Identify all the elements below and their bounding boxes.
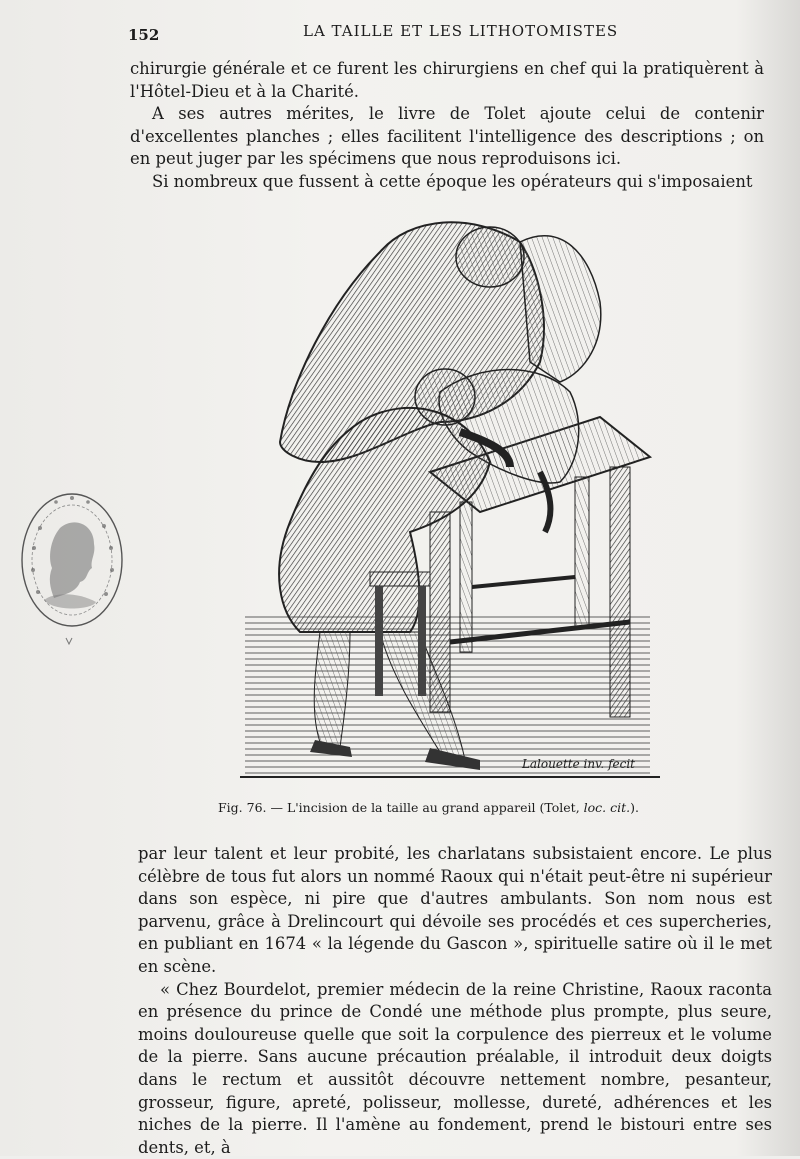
figure-caption xyxy=(218,800,738,815)
caption-end: ). xyxy=(630,800,639,815)
paragraph: chirurgie générale et ce furent les chirurgiens en chef qui la pratiquèrent à l'Hôtel-Dieu et à la Charité. xyxy=(130,59,764,101)
paragraph: par leur talent et leur probité, les charlatans subsistaient encore. Le plus célèbre de tous fut alors un nommé Raoux qui n'était peut-être ni supérieur dans son espèce, ni pire que d'autres ambulants. Son nom nous est parvenu, grâce à Drelincourt qui dévoile ses procédés et ces supercheries, en publiant en 1674 « la légende du Gascon », spirituelle satire où il le met en scène. xyxy=(138,844,772,976)
engraving-illustration xyxy=(240,212,660,782)
top-text-block xyxy=(130,58,764,194)
engraver-signature: Lalouette inv. fecit xyxy=(521,757,635,771)
caption-citation: loc. cit. xyxy=(583,800,631,815)
running-title: LA TAILLE ET LES LITHOTOMISTES xyxy=(303,22,619,40)
caption-text: Fig. 76. — L'incision de la taille au grand appareil (Tolet, xyxy=(218,800,580,815)
paragraph: « Chez Bourdelot, premier médecin de la reine Christine, Raoux raconta en présence du prince de Condé une méthode plus prompte, plus seure, moins douloureuse quelle que soit la corpulence des pierreux et le volume de la pierre. Sans aucune précaution préalable, il introduit deux doigts dans le rectum et aussitôt découvre nettement nombre, pesanteur, grosseur, figure, apreté, polisseur, mollesse, dureté, adhérences et les niches de la pierre. Il l'amène au fondement, prend le bistouri entre ses dents, et, à xyxy=(138,979,772,1157)
bottom-text-block xyxy=(138,843,772,1159)
page-number: 152 xyxy=(128,26,160,44)
paragraph: Si nombreux que fussent à cette époque les opérateurs qui s'imposaient xyxy=(152,171,753,191)
paragraph: A ses autres mérites, le livre de Tolet ajoute celui de contenir d'excellentes planches ; elles facilitent l'intelligence des descriptions ; on en peut juger par les spécimens que nous reproduisons ici. xyxy=(130,104,764,169)
library-stamp-icon xyxy=(14,488,130,658)
running-head xyxy=(128,22,768,46)
